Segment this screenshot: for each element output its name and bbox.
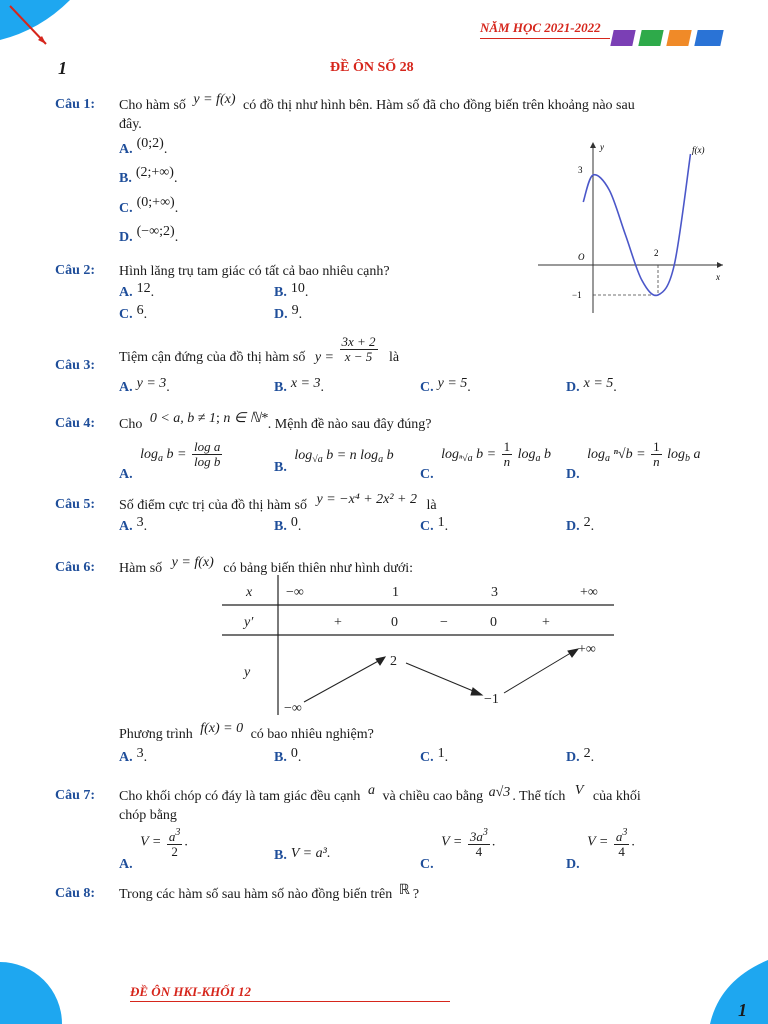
q2-option-d[interactable]: D. 9. <box>274 303 303 322</box>
header-underline <box>480 38 610 39</box>
table-dy-label: y′ <box>244 615 254 630</box>
table-dy-plus-2: + <box>542 615 550 630</box>
q2-text: Hình lăng trụ tam giác có tất cả bao nhiêu cạnh? <box>119 264 390 279</box>
q4-text: Cho 0 < a, b ≠ 1; n ∈ ℕ*. Mệnh đề nào sau đây đúng? <box>119 411 432 432</box>
y-axis-label: y <box>600 142 604 152</box>
q6-question: Phương trình f(x) = 0 có bao nhiêu nghiệm? <box>119 721 374 742</box>
q1-option-a[interactable]: A. (0;2). <box>119 136 168 157</box>
table-x-label: x <box>246 585 253 600</box>
q4-option-d[interactable]: D. $\log_a ^n√b$ = $\frac{1}{n}$ $\log_b a$ <box>566 439 701 482</box>
q6-option-b[interactable]: B. 0. <box>274 746 302 765</box>
q5-option-d[interactable]: D. 2. <box>566 515 595 534</box>
q1-option-b[interactable]: B. (2;+∞). <box>119 165 178 186</box>
table-x-1: 1 <box>392 585 399 600</box>
x-axis-label: x <box>716 272 720 282</box>
q6-text: Hàm số y = f(x) có bảng biến thiên như hình dưới: <box>119 555 414 576</box>
q5-option-c[interactable]: C. 1. <box>420 515 449 534</box>
table-dy-minus: − <box>440 615 448 630</box>
q5-option-b[interactable]: B. 0. <box>274 515 302 534</box>
origin-label: O <box>578 252 585 262</box>
q6-option-c[interactable]: C. 1. <box>420 746 449 765</box>
q7-text: Cho khối chóp có đáy là tam giác đều cạnh a và chiều cao bằng a√3 . Thể tích V của khối <box>119 783 641 804</box>
q2-label: Câu 2: <box>55 263 96 278</box>
corner-decoration-top <box>0 0 120 60</box>
corner-decoration-bottom <box>0 950 70 1024</box>
q8-label: Câu 8: <box>55 886 96 901</box>
q6-option-a[interactable]: A. 3. <box>119 746 148 765</box>
table-x-3: 3 <box>491 585 498 600</box>
curve-label: f(x) <box>692 145 705 155</box>
q3-option-b[interactable]: B. x = 3. <box>274 376 325 395</box>
tick-y-top: 3 <box>578 165 583 175</box>
q6-option-d[interactable]: D. 2. <box>566 746 595 765</box>
q7-option-c[interactable]: C. V = $\frac{3a^3}{4}$ . <box>420 827 496 872</box>
table-y-2: 2 <box>390 654 397 669</box>
table-dy-plus-1: + <box>334 615 342 630</box>
corner-decoration-bottom-right <box>700 960 768 1024</box>
q5-text: Số điểm cực trị của đồ thị hàm số y = −x⁴ + 2x² + 2 là <box>119 492 437 513</box>
q7-option-a[interactable]: A. V = $\frac{a^3}{2}$ . <box>119 827 188 872</box>
q3-option-d[interactable]: D. x = 5. <box>566 376 617 395</box>
q5-label: Câu 5: <box>55 497 96 512</box>
q5-option-a[interactable]: A. 3. <box>119 515 148 534</box>
footer-page-number: 1 <box>738 1000 747 1020</box>
q2-option-c[interactable]: C. 6. <box>119 303 148 322</box>
q2-option-a[interactable]: A. 12. <box>119 281 155 300</box>
table-y-minus-1: −1 <box>484 692 499 707</box>
q3-label: Câu 3: <box>55 358 96 373</box>
school-year: NĂM HỌC 2021-2022 <box>480 20 601 35</box>
table-y-pos-inf: +∞ <box>578 642 596 657</box>
q6-label: Câu 6: <box>55 560 96 575</box>
tick-y-bottom: −1 <box>572 290 582 300</box>
q1-option-d[interactable]: D. (−∞;2). <box>119 224 179 245</box>
function-graph <box>538 138 728 318</box>
q8-text: Trong các hàm số sau hàm số nào đồng biến trên ℝ ? <box>119 883 420 902</box>
q7-text-cont: chóp bằng <box>119 808 177 823</box>
q7-option-b[interactable]: B. V = a³. <box>274 846 331 863</box>
q7-option-d[interactable]: D. V = $\frac{a^3}{4}$ . <box>566 827 635 872</box>
table-y-neg-inf: −∞ <box>284 701 302 715</box>
q3-text: Tiệm cận đứng của đồ thị hàm số y = $\frac{3x + 2}{x - 5}$ là <box>119 334 400 365</box>
variation-table <box>222 575 614 715</box>
q4-label: Câu 4: <box>55 416 96 431</box>
table-y-label: y <box>244 665 251 680</box>
table-x-pos-inf: +∞ <box>580 585 598 600</box>
q1-text: Cho hàm số y = f(x) có đồ thị như hình bên. Hàm số đã cho đồng biến trên khoảng nào sau <box>119 92 635 113</box>
footer-text: ĐỀ ÔN HKI-KHỐI 12 <box>130 984 251 999</box>
q2-option-b[interactable]: B. 10. <box>274 281 309 300</box>
function-curve <box>583 154 690 295</box>
q4-option-b[interactable]: B. $\log_{√a} b = n$ $\log_a b$ <box>274 448 394 475</box>
table-dy-zero-1: 0 <box>391 615 398 630</box>
q4-option-c[interactable]: C. $\log_{^n√a} b$ = $\frac{1}{n}$ $\log_a b$ <box>420 439 551 482</box>
q3-option-c[interactable]: C. y = 5. <box>420 376 471 395</box>
table-x-neg-inf: −∞ <box>286 585 304 600</box>
q1-text-cont: đây. <box>119 117 142 132</box>
q4-option-a[interactable]: A. $\log_a b$ = $\frac{\text{log a}}{\text{log b}}$ <box>119 439 221 482</box>
q3-option-a[interactable]: A. y = 3. <box>119 376 170 395</box>
footer-underline <box>130 1001 450 1002</box>
page-number: 1 <box>58 58 67 78</box>
page-title: ĐỀ ÔN SỐ 28 <box>330 60 414 75</box>
tick-x: 2 <box>654 248 659 258</box>
q1-option-c[interactable]: C. (0;+∞). <box>119 195 179 216</box>
q7-label: Câu 7: <box>55 788 96 803</box>
q1-label: Câu 1: <box>55 97 96 112</box>
table-dy-zero-2: 0 <box>490 615 497 630</box>
